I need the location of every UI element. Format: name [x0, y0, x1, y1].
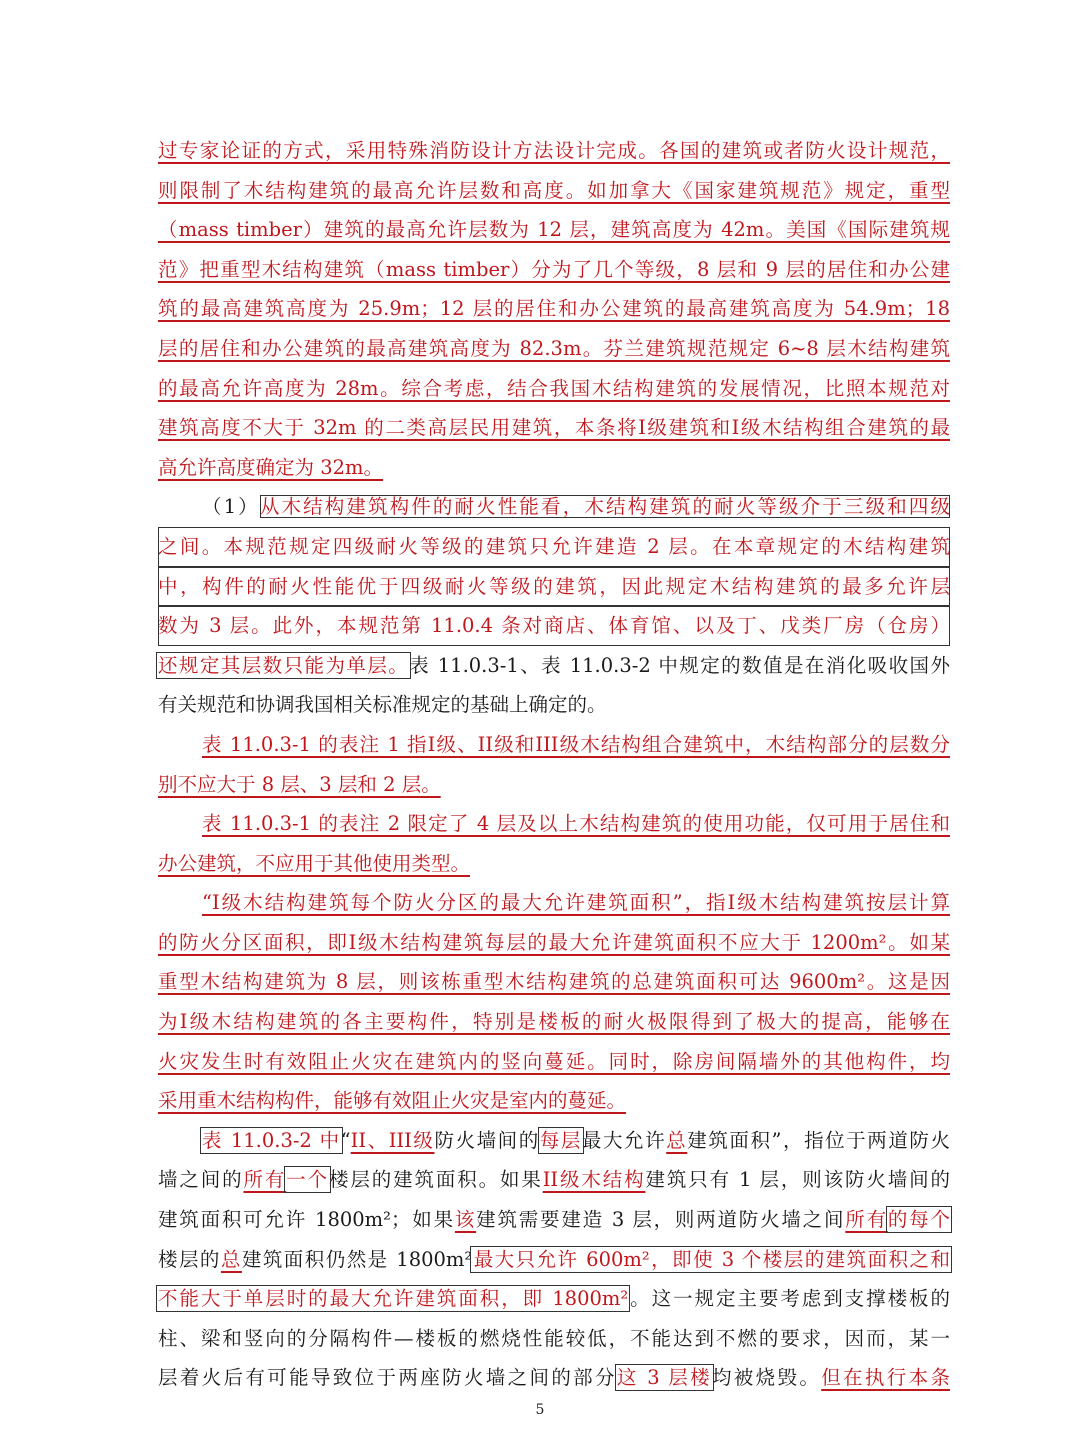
text-line: 范》把重型木结构建筑（mass timber）分为了几个等级，8 层和 9 层的居住和办公建: [158, 257, 950, 281]
text-line: 表 11.0.3-2 中“II、III级防火墙间的每层最大允许总建筑面积”，指位于两道防火: [202, 1128, 950, 1152]
text-line: 还规定其层数只能为单层。表 11.0.3-1、表 11.0.3-2 中规定的数值是在消化吸收国外: [158, 653, 950, 677]
text-line: 为I级木结构建筑的各主要构件，特别是楼板的耐火极限得到了极大的提高，能够在: [158, 1010, 950, 1034]
text-line: 有关规范和协调我国相关标准规定的基础上确定的。: [158, 693, 607, 717]
text-line: 层的居住和办公建筑的最高建筑高度为 82.3m。芬兰建筑规范规定 6~8 层木结构建筑: [158, 336, 950, 360]
text-line: 表 11.0.3-1 的表注 2 限定了 4 层及以上木结构建筑的使用功能，仅可用于居住和: [202, 812, 950, 836]
text-line: 的防火分区面积，即I级木结构建筑每层的最大允许建筑面积不应大于 1200m²。如某: [158, 930, 950, 954]
text-line: 数为 3 层。此外，本规范第 11.0.4 条对商店、体育馆、以及丁、戊类厂房（仓房）: [158, 606, 950, 646]
text-line: 表 11.0.3-1 的表注 1 指I级、II级和III级木结构组合建筑中，木结构部分的层数分: [202, 732, 950, 756]
text-line: 重型木结构建筑为 8 层，则该栋重型木结构建筑的总建筑面积可达 9600m²。这是因: [158, 970, 950, 994]
text-line: 办公建筑，不应用于其他使用类型。: [158, 851, 471, 875]
text-line: 建筑高度不大于 32m 的二类高层民用建筑，本条将I级建筑和I级木结构组合建筑的最: [158, 416, 950, 440]
text-line: 柱、梁和竖向的分隔构件—楼板的燃烧性能较低，不能达到不燃的要求，因而，某一: [158, 1326, 950, 1350]
text-line: 别不应大于 8 层、3 层和 2 层。: [158, 772, 441, 796]
text-line: 则限制了木结构建筑的最高允许层数和高度。如加拿大《国家建筑规范》规定，重型: [158, 178, 950, 202]
text-line: 中，构件的耐火性能优于四级耐火等级的建筑，因此规定木结构建筑的最多允许层: [158, 567, 950, 607]
page-number: 5: [535, 1402, 545, 1418]
text-line: 建筑面积可允许 1800m²；如果该建筑需要建造 3 层，则两道防火墙之间所有的每个: [158, 1208, 950, 1232]
text-line: 楼层的总建筑面积仍然是 1800m²最大只允许 600m²，即使 3 个楼层的建筑面积之和: [158, 1247, 950, 1271]
text-line: 之间。本规范规定四级耐火等级的建筑只允许建造 2 层。在本章规定的木结构建筑: [158, 527, 950, 567]
text-line: 的最高允许高度为 28m。综合考虑，结合我国木结构建筑的发展情况，比照本规范对: [158, 376, 950, 400]
text-line: 层着火后有可能导致位于两座防火墙之间的部分这 3 层楼均被烧毁。但在执行本条: [158, 1366, 950, 1390]
text-line: （mass timber）建筑的最高允许层数为 12 层，建筑高度为 42m。美国《国际建筑规: [158, 218, 950, 242]
text-line: 筑的最高建筑高度为 25.9m；12 层的居住和办公建筑的最高建筑高度为 54.9m；18: [158, 297, 950, 321]
text-line: （1）从木结构建筑构件的耐火性能看，木结构建筑的耐火等级介于三级和四级: [202, 495, 950, 519]
text-line: 高允许高度确定为 32m。: [158, 455, 384, 479]
text-line: “I级木结构建筑每个防火分区的最大允许建筑面积”，指I级木结构建筑按层计算: [202, 891, 950, 915]
text-line: 不能大于单层时的最大允许建筑面积，即 1800m²。这一规定主要考虑到支撑楼板的: [158, 1287, 950, 1311]
text-line: 过专家论证的方式，采用特殊消防设计方法设计完成。各国的建筑或者防火设计规范，: [158, 139, 950, 162]
text-line: 墙之间的所有一个楼层的建筑面积。如果II级木结构建筑只有 1 层，则该防火墙间的: [158, 1168, 950, 1192]
text-line: 火灾发生时有效阻止火灾在建筑内的竖向蔓延。同时，除房间隔墙外的其他构件，均: [158, 1049, 950, 1073]
body-text: [158, 131, 950, 1398]
text-line: 采用重木结构构件，能够有效阻止火灾是室内的蔓延。: [158, 1089, 627, 1113]
